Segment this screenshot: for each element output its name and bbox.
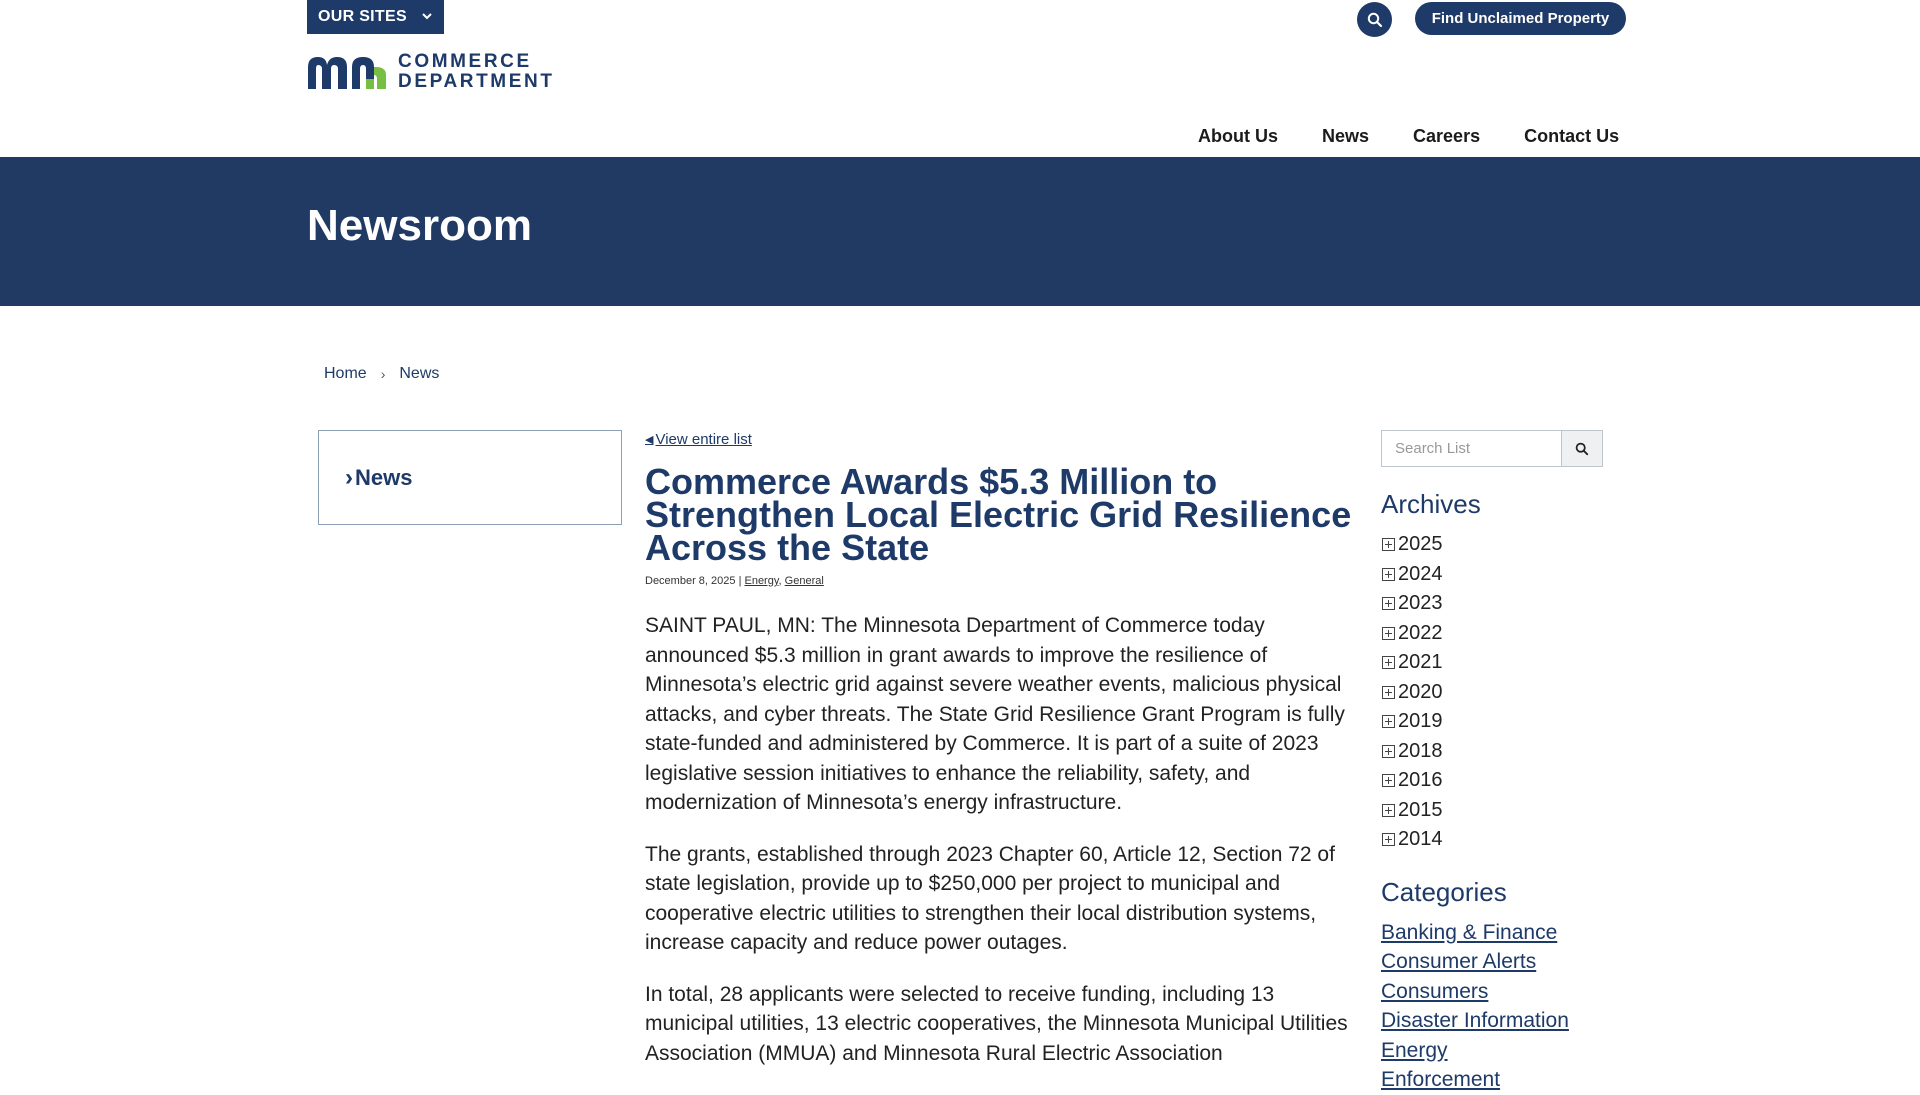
category-enforcement[interactable]: Enforcement xyxy=(1381,1068,1501,1091)
list-search xyxy=(1381,430,1621,467)
section-nav-news[interactable]: News xyxy=(355,464,413,490)
category-link-general[interactable]: General xyxy=(784,575,824,587)
plus-box-icon xyxy=(1382,538,1395,551)
our-sites-label: OUR SITES xyxy=(318,8,407,25)
site-search-button[interactable] xyxy=(1357,2,1392,37)
archive-year-2019[interactable] xyxy=(1381,707,1621,737)
breadcrumb xyxy=(324,365,439,383)
nav-about-us[interactable]: About Us xyxy=(1198,126,1278,146)
article-title: Commerce Awards $5.3 Million to Strengthen Local Electric Grid Resilience Across the State xyxy=(645,461,1352,568)
page-banner xyxy=(0,157,1920,306)
plus-box-icon xyxy=(1382,804,1395,817)
archive-year-label: 2021 xyxy=(1398,651,1443,674)
chevron-down-icon xyxy=(420,9,434,23)
article-body xyxy=(645,611,1355,1068)
caret-left-icon: ◀ xyxy=(645,434,654,446)
logo-line-department: DEPARTMENT xyxy=(398,71,555,92)
archive-year-label: 2014 xyxy=(1398,828,1443,851)
site-header xyxy=(0,0,1920,157)
search-icon xyxy=(1575,442,1589,456)
archive-year-2015[interactable] xyxy=(1381,796,1621,826)
archive-year-2022[interactable] xyxy=(1381,619,1621,649)
article xyxy=(645,430,1355,1068)
search-list-input[interactable] xyxy=(1381,430,1561,467)
article-paragraph: In total, 28 applicants were selected to receive funding, including 13 municipal utilities, 13 electric cooperatives, the Minnesota Municipal Utilities Association (MMUA) and Minnesota Rural Electric Association xyxy=(645,982,1348,1065)
plus-box-icon xyxy=(1382,627,1395,640)
search-icon xyxy=(1367,12,1383,28)
plus-box-icon xyxy=(1382,833,1395,846)
chevron-right-icon: › xyxy=(380,366,386,382)
our-sites-button[interactable] xyxy=(307,0,444,34)
archive-year-label: 2024 xyxy=(1398,562,1443,585)
categories-heading: Categories xyxy=(1381,876,1507,907)
plus-box-icon xyxy=(1382,715,1395,728)
chevron-right-icon: › xyxy=(345,463,353,491)
article-meta xyxy=(645,575,1355,587)
category-banking-finance[interactable]: Banking & Finance xyxy=(1381,920,1558,944)
category-disaster-information[interactable]: Disaster Information xyxy=(1381,1009,1569,1032)
nav-news[interactable]: News xyxy=(1322,126,1370,146)
main-navigation xyxy=(1198,126,1619,147)
archive-year-2021[interactable] xyxy=(1381,648,1621,678)
category-energy[interactable]: Energy xyxy=(1381,1038,1448,1062)
mn-logo-icon xyxy=(306,53,388,91)
category-consumer-alerts[interactable]: Consumer Alerts xyxy=(1381,950,1537,973)
breadcrumb-home[interactable]: Home xyxy=(324,365,367,382)
plus-box-icon xyxy=(1382,774,1395,787)
plus-box-icon xyxy=(1382,686,1395,699)
commerce-logo[interactable] xyxy=(306,52,555,92)
article-date: December 8, 2025 xyxy=(645,575,736,587)
article-paragraph: The grants, established through 2023 Chapter 60, Article 12, Section 72 of state legislation, provide up to $250,000 per project to municipal and cooperative electric utilities to strengthen their local distribution systems, increase capacity and reduce power outages. xyxy=(645,842,1335,954)
plus-box-icon xyxy=(1382,568,1395,581)
archive-year-label: 2015 xyxy=(1398,798,1443,821)
archive-year-2016[interactable] xyxy=(1381,766,1621,796)
plus-box-icon xyxy=(1382,597,1395,610)
archive-year-label: 2025 xyxy=(1398,533,1443,556)
search-list-button[interactable] xyxy=(1561,430,1603,467)
archive-year-2024[interactable] xyxy=(1381,560,1621,590)
plus-box-icon xyxy=(1382,745,1395,758)
archive-year-label: 2016 xyxy=(1398,769,1443,792)
view-entire-list-link[interactable] xyxy=(645,431,752,448)
breadcrumb-news[interactable]: News xyxy=(399,365,440,382)
archive-year-2020[interactable] xyxy=(1381,678,1621,708)
logo-text xyxy=(398,52,555,92)
category-consumers[interactable]: Consumers xyxy=(1381,979,1489,1003)
meta-comma: , xyxy=(778,575,785,587)
meta-separator: | xyxy=(738,575,745,587)
archives-list xyxy=(1381,530,1621,855)
archive-year-label: 2019 xyxy=(1398,710,1443,733)
page-title: Newsroom xyxy=(307,201,532,250)
archive-year-label: 2020 xyxy=(1398,680,1443,703)
logo-line-commerce: COMMERCE xyxy=(398,51,532,72)
find-unclaimed-property-button[interactable]: Find Unclaimed Property xyxy=(1415,2,1626,35)
archives-heading: Archives xyxy=(1381,489,1481,519)
news-sidebar xyxy=(1381,430,1621,1095)
archive-year-label: 2022 xyxy=(1398,621,1443,644)
nav-contact-us[interactable]: Contact Us xyxy=(1524,126,1620,146)
archive-year-label: 2023 xyxy=(1398,592,1443,615)
category-link-energy[interactable]: Energy xyxy=(744,575,779,587)
archive-year-label: 2018 xyxy=(1398,739,1443,762)
article-paragraph: SAINT PAUL, MN: The Minnesota Department of Commerce today announced $5.3 million in grant awards to improve the resilience of Minnesota’s electric grid against severe weather events, malicious physical attacks, and cyber threats. The State Grid Resilience Grant Program is fully state-funded and administered by Commerce. It is part of a suite of 2023 legislative session initiatives to enhance the reliability, safety, and modernization of Minnesota’s energy infrastructure. xyxy=(645,614,1345,814)
archive-year-2018[interactable] xyxy=(1381,737,1621,767)
archive-year-2025[interactable] xyxy=(1381,530,1621,560)
archive-year-2023[interactable] xyxy=(1381,589,1621,619)
section-nav xyxy=(318,430,622,525)
archive-year-2014[interactable] xyxy=(1381,825,1621,855)
view-entire-list-label: View entire list xyxy=(655,431,752,448)
plus-box-icon xyxy=(1382,656,1395,669)
nav-careers[interactable]: Careers xyxy=(1413,126,1481,146)
categories-list xyxy=(1381,918,1621,1095)
